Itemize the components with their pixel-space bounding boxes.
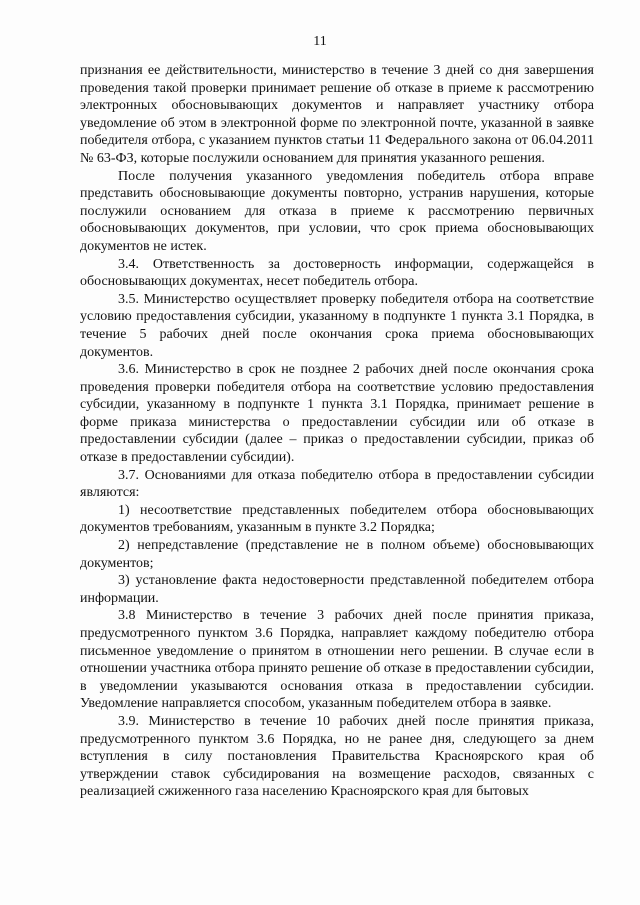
paragraph-resubmission: После получения указанного уведомления победитель отбора вправе представить обосновывающие документы повторно, устранив нарушения, которые послужили основанием для отказа в приеме к рассмотрению первичных обосновывающих документов, при условии, что срок приема обосновывающих документов не истек. xyxy=(80,168,594,254)
paragraph-3-9: 3.9. Министерство в течение 10 рабочих дней после принятия приказа, предусмотренного пунктом 3.6 Порядка, но не ранее дня, следующего за днем вступления в силу постановления Правительства Красноярского края об утверждении ставок субсидирования на возмещение расходов, связанных с реализацией сжиженного газа населению Красноярского края для бытовых xyxy=(80,713,594,800)
list-item-1: 1) несоответствие представленных победителем отбора обосновывающих документов требованиям, указанным в пункте 3.2 Порядка; xyxy=(80,502,594,536)
paragraph-continuation: признания ее действительности, министерство в течение 3 дней со дня завершения проведения такой проверки принимает решение об отказе в приеме к рассмотрению электронных обосновывающих документов и направляет участнику отбора уведомление об этом в электронной форме по электронной почте, указанной в заявке победителя отбора, с указанием пунктов статьи 11 Федерального закона от 06.04.2011 № 63-ФЗ, которые послужили основанием для принятия указанного решения. xyxy=(80,63,594,166)
document-body xyxy=(80,62,594,801)
list-item-3: 3) установление факта недостоверности представленной победителем отбора информации. xyxy=(80,573,594,606)
list-item-2: 2) непредставление (представление не в полном объеме) обосновывающих документов; xyxy=(80,538,594,571)
paragraph-3-4: 3.4. Ответственность за достоверность информации, содержащейся в обосновывающих документах, несет победитель отбора. xyxy=(80,256,594,290)
paragraph-3-7: 3.7. Основаниями для отказа победителю отбора в предоставлении субсидии являются: xyxy=(80,467,594,501)
paragraph-3-8: 3.8 Министерство в течение 3 рабочих дней после принятия приказа, предусмотренного пунктом 3.6 Порядка, направляет каждому победителю отбора письменное уведомление о принятом в отношении него решении. В случае если в отношении участника отбора принято решение об отказе в предоставлении субсидии, в уведомлении указываются основания отказа в предоставлении субсидии. Уведомление направляется способом, указанным победителем отбора в заявке. xyxy=(80,608,594,712)
page-number: 11 xyxy=(313,34,327,49)
paragraph-3-6: 3.6. Министерство в срок не позднее 2 рабочих дней после окончания срока проведения проверки победителя отбора на соответствие условию предоставления субсидии, указанному в подпункте 1 пункта 3.1 Порядка, принимает решение в форме приказа министерства о предоставлении субсидии или об отказе в предоставлении субсидии (далее – приказ о предоставлении субсидии, приказ об отказе в предоставлении субсидии). xyxy=(80,362,594,466)
paragraph-3-5: 3.5. Министерство осуществляет проверку победителя отбора на соответствие условию предоставления субсидии, указанному в подпункте 1 пункта 3.1 Порядка, в течение 5 рабочих дней после окончания срока приема обосновывающих документов. xyxy=(80,291,594,360)
